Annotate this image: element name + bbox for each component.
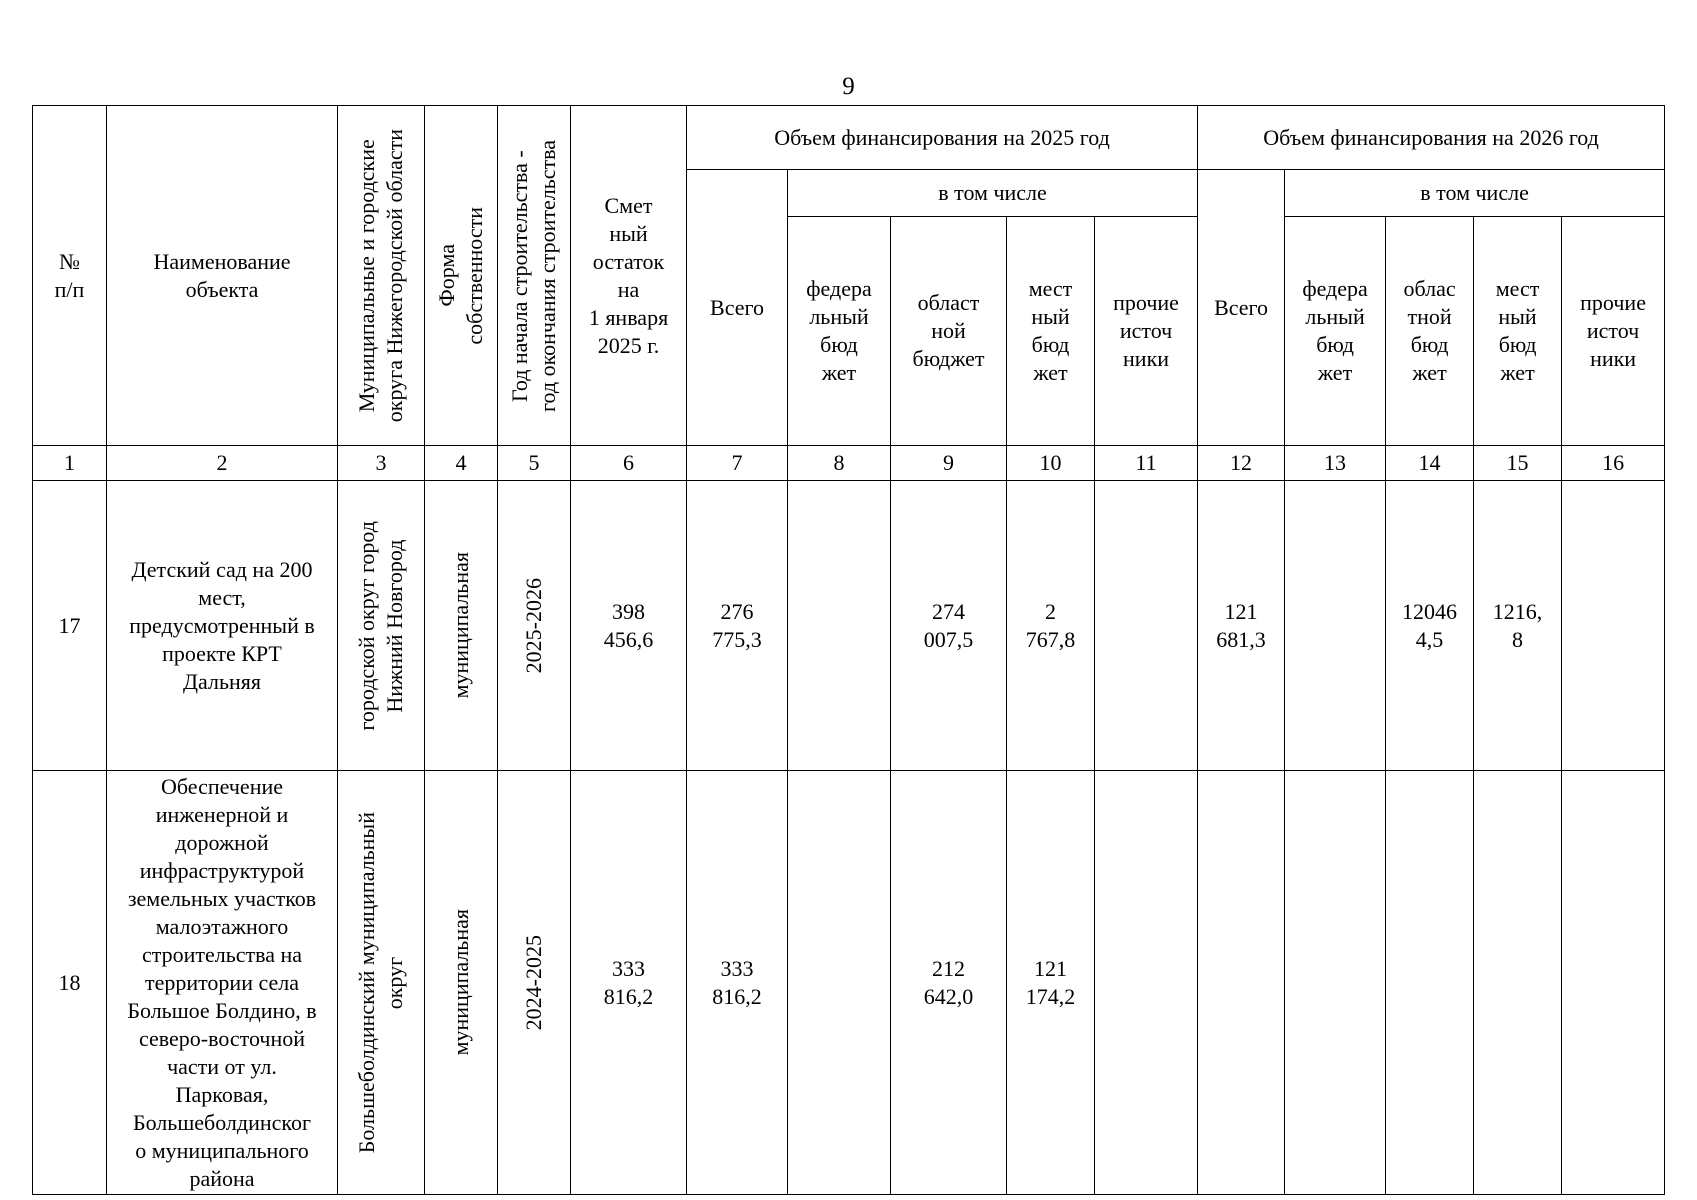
column-number: 1 [33,446,107,481]
header-financing-2026: Объем финансирования на 2026 год [1198,106,1665,170]
regional-2025: 212 642,0 [891,771,1007,1195]
column-number: 10 [1007,446,1095,481]
regional-2026 [1386,771,1474,1195]
header-total-2025: Всего [687,170,788,446]
total-2026: 121 681,3 [1198,481,1285,771]
column-number: 14 [1386,446,1474,481]
column-number: 15 [1474,446,1562,481]
column-number: 2 [107,446,338,481]
local-2026 [1474,771,1562,1195]
header-regional-2026: облас тной бюд жет [1386,217,1474,446]
municipality: городской округ город Нижний Новгород [338,481,425,771]
header-municipality: Муниципальные и городские округа Нижегородской области [338,106,425,446]
federal-2026 [1285,481,1386,771]
total-2025: 276 775,3 [687,481,788,771]
table-row [33,771,1665,1195]
column-number: 16 [1562,446,1665,481]
header-federal-2025: федера льный бюд жет [788,217,891,446]
table-row [33,481,1665,771]
column-number: 13 [1285,446,1386,481]
header-years: Год начала строительства - год окончания строительства [498,106,571,446]
municipality: Большеболдинский муниципальный округ [338,771,425,1195]
page-number: 9 [842,73,855,100]
column-number: 3 [338,446,425,481]
header-estimated-balance: Смет ный остаток на 1 января 2025 г. [571,106,687,446]
column-number: 7 [687,446,788,481]
federal-2025 [788,771,891,1195]
header-row-1 [33,106,1665,170]
column-number: 12 [1198,446,1285,481]
regional-2026: 12046 4,5 [1386,481,1474,771]
header-total-2026: Всего [1198,170,1285,446]
row-number: 18 [33,771,107,1195]
row-number: 17 [33,481,107,771]
total-2025: 333 816,2 [687,771,788,1195]
column-number: 9 [891,446,1007,481]
other-2025 [1095,771,1198,1195]
column-number: 8 [788,446,891,481]
other-2025 [1095,481,1198,771]
total-2026 [1198,771,1285,1195]
regional-2025: 274 007,5 [891,481,1007,771]
header-including-2025: в том числе [788,170,1198,217]
ownership: муниципальная [425,481,498,771]
header-including-2026: в том числе [1285,170,1665,217]
local-2025: 121 174,2 [1007,771,1095,1195]
local-2026: 1216, 8 [1474,481,1562,771]
column-number: 11 [1095,446,1198,481]
other-2026 [1562,481,1665,771]
object-name: Детский сад на 200 мест, предусмотренный в проекте КРТ Дальняя [107,481,338,771]
other-2026 [1562,771,1665,1195]
header-other-2026: прочие источ ники [1562,217,1665,446]
local-2025: 2 767,8 [1007,481,1095,771]
construction-years: 2024-2025 [498,771,571,1195]
header-ownership: Форма собственности [425,106,498,446]
federal-2026 [1285,771,1386,1195]
column-number-row [33,446,1665,481]
estimated-balance: 333 816,2 [571,771,687,1195]
object-name: Обеспечение инженерной и дорожной инфраструктурой земельных участков малоэтажного строительства на территории села Большое Болдино, в северо-восточной части от ул. Парковая, Большеболдинског о муниципального района [107,771,338,1195]
header-financing-2025: Объем финансирования на 2025 год [687,106,1198,170]
header-object-name: Наименование объекта [107,106,338,446]
header-federal-2026: федера льный бюд жет [1285,217,1386,446]
construction-years: 2025-2026 [498,481,571,771]
federal-2025 [788,481,891,771]
header-other-2025: прочие источ ники [1095,217,1198,446]
column-number: 5 [498,446,571,481]
financing-table [32,105,1665,1195]
header-regional-2025: област ной бюджет [891,217,1007,446]
header-local-2025: мест ный бюд жет [1007,217,1095,446]
ownership: муниципальная [425,771,498,1195]
column-number: 4 [425,446,498,481]
column-number: 6 [571,446,687,481]
header-number: № п/п [33,106,107,446]
header-local-2026: мест ный бюд жет [1474,217,1562,446]
estimated-balance: 398 456,6 [571,481,687,771]
